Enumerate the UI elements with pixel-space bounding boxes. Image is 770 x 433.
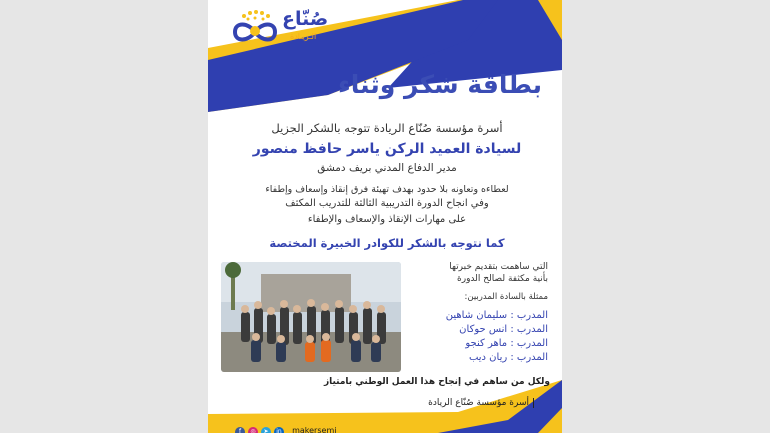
experts-thanks-line: كما نتوجه بالشكر للكوادر الخبيرة المختصة	[269, 236, 505, 250]
social-footer	[232, 418, 336, 433]
reason-line-1: لعطاءه وتعاونه بلا حدود بهدف تهيئة فرق إنقاذ وإسعاف وإطفاء	[265, 184, 509, 195]
linkedin-icon[interactable]: in	[274, 427, 284, 433]
trainer-item: المدرب : ريان ديب	[468, 352, 548, 363]
side-line-3: ممثلة بالسادة المدربين:	[464, 292, 548, 302]
side-line-1: التي ساهمت بتقديم خبرتها	[449, 262, 548, 272]
infinity-logo-icon	[230, 10, 280, 44]
logo-name: صُنّاع	[282, 8, 329, 30]
closing-line: ولكل من ساهم في إنجاح هذا العمل الوطني بامتياز	[323, 377, 550, 387]
signature: أسرة مؤسسة صُنّاع الريادة	[428, 398, 534, 408]
side-line-2: بأنية مكثفة لصالح الدورة	[457, 274, 548, 284]
trainer-item: المدرب : سليمان شاهين	[445, 310, 548, 321]
card-title: بطاقة شكر وثناء	[337, 70, 542, 99]
intro-line: أسرة مؤسسة صُنّاع الريادة تتوجه بالشكر الجزيل	[271, 121, 503, 135]
logo	[230, 8, 350, 44]
trainers-list	[408, 310, 548, 363]
honoree-name: لسيادة العميد الركن ياسر حافظ منصور	[252, 141, 522, 157]
social-handle: makersemi	[292, 426, 337, 433]
trainer-item: المدرب : انس حوكان	[459, 324, 548, 335]
facebook-icon[interactable]: f	[235, 427, 245, 433]
instagram-icon[interactable]: ◎	[248, 427, 258, 433]
reason-line-3: على مهارات الإنقاذ والإسعاف والإطفاء	[307, 214, 467, 225]
thank-you-card	[208, 0, 562, 433]
group-photo	[221, 262, 401, 372]
trainer-item: المدرب : ماهر كنجو	[465, 338, 548, 349]
logo-subtitle: الـريـادة	[290, 32, 317, 41]
reason-line-2: وفي انجاح الدورة التدريبية الثالثة للتدريب المكثف	[285, 198, 489, 209]
honoree-position: مدير الدفاع المدني بريف دمشق	[317, 162, 457, 174]
telegram-icon[interactable]: ➤	[261, 427, 271, 433]
trainers-section	[408, 262, 548, 363]
